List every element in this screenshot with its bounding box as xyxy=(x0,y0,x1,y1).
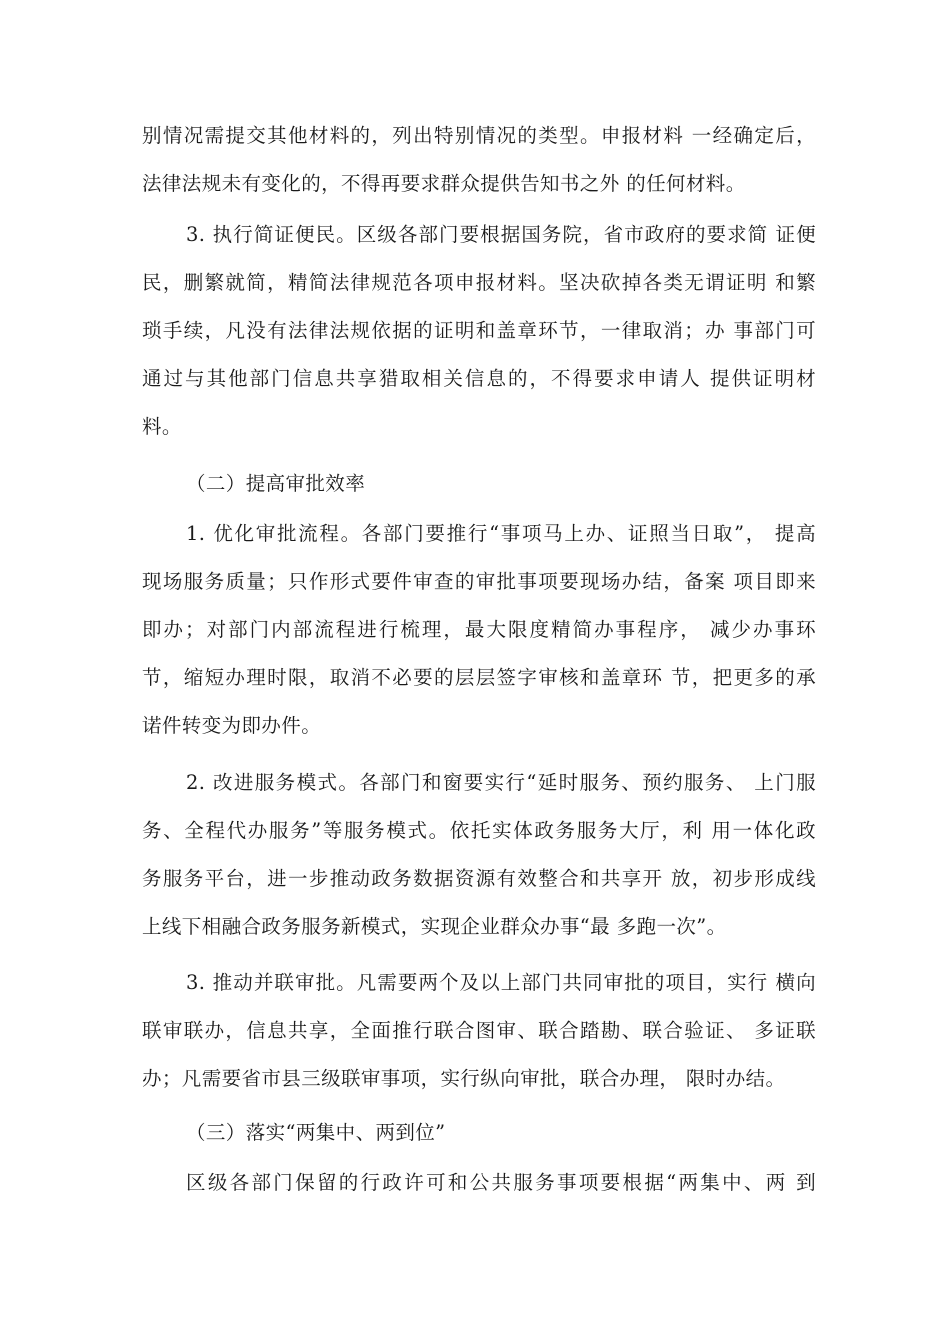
paragraph-optimize-process xyxy=(142,510,816,750)
text-line: 务服务平台，进一步推动政务数据资源有效整合和共享开 放，初步形成线 xyxy=(142,867,816,890)
text-line: 1. 优化审批流程。各部门要推行“事项马上办、证照当日取”， 提高 xyxy=(186,522,816,545)
paragraph-continuation xyxy=(142,112,816,208)
section-heading-two-concentrations: （三）落实“两集中、两到位” xyxy=(186,1121,446,1144)
text-line: 2. 改进服务模式。各部门和窗要实行“延时服务、预约服务、 上门服 xyxy=(186,771,816,794)
paragraph-simplify-certificates xyxy=(142,211,816,451)
text-line: 3. 推动并联审批。凡需要两个及以上部门共同审批的项目，实行 横向 xyxy=(186,971,816,994)
text-line: 节，缩短办理时限，取消不必要的层层签字审核和盖章环 节，把更多的承 xyxy=(142,666,816,689)
text-line: 法律法规未有变化的，不得再要求群众提供告知书之外 的任何材料。 xyxy=(142,172,746,195)
text-line: 别情况需提交其他材料的，列出特别情况的类型。申报材料 一经确定后， xyxy=(142,124,816,147)
paragraph-improve-service xyxy=(142,759,816,951)
text-line: 区级各部门保留的行政许可和公共服务事项要根据“两集中、两 到 xyxy=(186,1171,816,1194)
text-line: 联审联办，信息共享，全面推行联合图审、联合踏勘、联合验证、 多证联 xyxy=(142,1019,816,1042)
paragraph-retained-items xyxy=(142,1159,816,1207)
text-line: 诺件转变为即办件。 xyxy=(142,714,322,737)
text-line: 上线下相融合政务服务新模式，实现企业群众办事“最 多跑一次”。 xyxy=(142,915,727,938)
text-line: 办；凡需要省市县三级联审事项，实行纵向审批，联合办理， 限时办结。 xyxy=(142,1067,786,1090)
text-line: 通过与其他部门信息共享猎取相关信息的，不得要求申请人 提供证明材 xyxy=(142,367,816,390)
text-line: 现场服务质量；只作形式要件审查的审批事项要现场办结，备案 项目即来 xyxy=(142,570,816,593)
text-line: 务、全程代办服务”等服务模式。依托实体政务服务大厅，利 用一体化政 xyxy=(142,819,816,842)
text-line: 琐手续，凡没有法律法规依据的证明和盖章环节，一律取消；办 事部门可 xyxy=(142,319,816,342)
section-heading-improve-efficiency: （二）提高审批效率 xyxy=(186,472,366,495)
text-line: 民，删繁就简，精简法律规范各项申报材料。坚决砍掉各类无谓证明 和繁 xyxy=(142,271,816,294)
paragraph-parallel-approval xyxy=(142,959,816,1103)
text-line: 即办；对部门内部流程进行梳理，最大限度精简办事程序， 减少办事环 xyxy=(142,618,816,641)
text-line: 3. 执行简证便民。区级各部门要根据国务院，省市政府的要求简 证便 xyxy=(186,223,816,246)
text-line: 料。 xyxy=(142,415,182,438)
